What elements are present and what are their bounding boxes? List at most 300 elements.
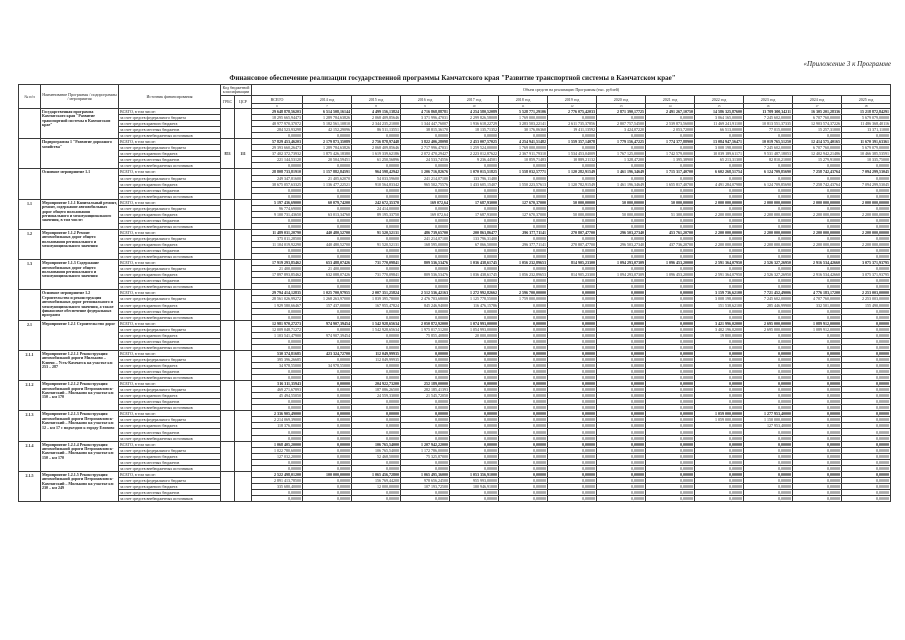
year-amount-cell: 42 152,29096 (303, 127, 352, 133)
year-amount-cell: 19 800,00000 (695, 332, 744, 338)
year-amount-cell: 1 559 357,14078 (548, 139, 597, 145)
year-amount-cell: 0,00000 (303, 417, 352, 423)
year-amount-cell: 0,00000 (303, 217, 352, 223)
year-amount-cell: 0,00000 (499, 163, 548, 169)
year-amount-cell: 0,00000 (597, 362, 646, 368)
year-amount-cell: 1 975 017,51200 (401, 326, 450, 332)
year-amount-cell: 1 619 339,62186 (352, 151, 401, 157)
year-amount-cell: 0,00000 (744, 369, 793, 375)
item-name-cell: Мероприятие 1.2.1.1 Реконструкция автомобильной дороги Мильково – Ключи – Усть-Камчатск на участке км 253 – 287 (41, 350, 119, 380)
year-amount-cell: 0,00000 (646, 423, 695, 429)
year-amount-cell: 3 371 996,47031 (401, 115, 450, 121)
funding-source-cell: за счет средств краевого бюджета (119, 151, 221, 157)
year-amount-cell: 7 245 602,00000 (744, 115, 793, 121)
year-amount-cell: 0,00000 (597, 278, 646, 284)
year-amount-cell: 0,00000 (646, 344, 695, 350)
funding-source-cell: ВСЕГО, в том числе: (119, 441, 221, 447)
year-amount-cell: 0,00000 (499, 320, 548, 326)
year-amount-cell: 1 136 477,22521 (303, 181, 352, 187)
year-amount-cell: 0,00000 (744, 338, 793, 344)
year-amount-cell: 0,00000 (597, 369, 646, 375)
year-amount-cell: 0,00000 (842, 447, 891, 453)
year-amount-cell: 0,00000 (303, 314, 352, 320)
year-amount-cell: 0,00000 (303, 453, 352, 459)
year-amount-cell: 0,00000 (548, 356, 597, 362)
year-amount-cell: 0,00000 (842, 175, 891, 181)
year-amount-cell: 252 189,00000 (401, 381, 450, 387)
year-amount-cell: 1 936 618,22729 (450, 121, 499, 127)
year-amount-cell: 0,00000 (548, 320, 597, 326)
year-amount-cell: 0,00000 (352, 278, 401, 284)
year-amount-cell: 2 223 012,87622 (450, 151, 499, 157)
year-amount-cell: 12 414 575,40165 (793, 139, 842, 145)
year-amount-cell: 0,00000 (842, 441, 891, 447)
year-amount-cell: 0,00000 (499, 175, 548, 181)
year-amount-cell: 0,00000 (842, 133, 891, 139)
year-amount-cell: 0,00000 (597, 471, 646, 477)
total-amount-cell: 18 295 665,94473 (252, 115, 303, 121)
year-amount-cell: 0,00000 (744, 399, 793, 405)
year-amount-cell: 0,00000 (842, 369, 891, 375)
year-amount-cell: 0,00000 (548, 145, 597, 151)
year-amount-cell: 0,00000 (450, 344, 499, 350)
year-amount-cell: 3 064 165,00000 (695, 115, 744, 121)
year-amount-cell: 127 953,40000 (744, 423, 793, 429)
year-amount-cell: 0,00000 (401, 399, 450, 405)
year-amount-cell: 0,00000 (597, 356, 646, 362)
year-amount-cell: 127 670,37000 (499, 211, 548, 217)
year-amount-cell: 0,00000 (597, 133, 646, 139)
year-amount-cell: 0,00000 (548, 133, 597, 139)
year-amount-cell: 0,00000 (744, 175, 793, 181)
year-amount-cell: 0,00000 (744, 350, 793, 356)
year-amount-cell: 0,00000 (842, 356, 891, 362)
year-amount-cell: 2 453 007,57025 (450, 139, 499, 145)
year-amount-cell: 0,00000 (744, 235, 793, 241)
funding-source-cell: за счет средств краевого бюджета (119, 393, 221, 399)
year-amount-cell: 0,00000 (695, 381, 744, 387)
year-amount-cell: 974 907,39454 (303, 332, 352, 338)
year-amount-cell: 0,00000 (646, 356, 695, 362)
year-amount-cell: 0,00000 (401, 459, 450, 465)
year-amount-cell: 7 094 299,53045 (842, 169, 891, 175)
year-amount-cell: 1 120 782,91549 (548, 181, 597, 187)
year-amount-cell: 0,00000 (499, 284, 548, 290)
funding-source-cell: ВСЕГО, в том числе: (119, 320, 221, 326)
year-amount-cell: 10 813 551,37335 (744, 121, 793, 127)
year-amount-cell: 112 049,99935 (352, 356, 401, 362)
year-amount-cell: 0,00000 (646, 441, 695, 447)
year-amount-cell: 0,00000 (499, 417, 548, 423)
year-amount-cell: 0,00000 (352, 429, 401, 435)
year-amount-cell: 0,00000 (548, 326, 597, 332)
year-amount-cell: 3 283 503,22141 (499, 121, 548, 127)
year-amount-cell: 0,00000 (646, 175, 695, 181)
year-amount-cell: 2 591 364,07950 (695, 272, 744, 278)
year-amount-cell: 0,00000 (450, 387, 499, 393)
year-amount-cell: 0,00000 (401, 489, 450, 495)
column-index: 12 (548, 104, 597, 109)
year-amount-cell: 0,00000 (842, 387, 891, 393)
total-amount-cell: 0,00000 (252, 435, 303, 441)
year-amount-cell: 0,00000 (842, 496, 891, 502)
year-amount-cell: 0,00000 (548, 175, 597, 181)
year-amount-cell: 0,00000 (646, 332, 695, 338)
year-amount-cell: 10 039 189,61171 (695, 151, 744, 157)
year-amount-cell: 7 094 299,53045 (842, 181, 891, 187)
item-name-cell: Мероприятие 1.1.2 Ремонт автомобильных дорог общего пользования регионального и межмуниципального значения (41, 229, 119, 259)
year-amount-cell: 15 218 872,84291 (842, 109, 891, 115)
year-amount-cell: 0,00000 (695, 471, 744, 477)
year-amount-cell: 0,00000 (646, 399, 695, 405)
year-amount-cell: 2 367 911,79310 (499, 151, 548, 157)
year-amount-cell: 0,00000 (499, 205, 548, 211)
year-amount-cell: 0,00000 (793, 254, 842, 260)
year-amount-cell: 0,00000 (793, 447, 842, 453)
year-amount-cell: 0,00000 (646, 205, 695, 211)
year-amount-cell: 24 414,00000 (352, 205, 401, 211)
year-amount-cell: 10 466 385,53591 (842, 151, 891, 157)
finance-table-wrapper (18, 84, 890, 502)
cp-code-cell (235, 381, 252, 411)
year-amount-cell: 0,00000 (499, 471, 548, 477)
year-amount-cell: 0,00000 (842, 248, 891, 254)
year-amount-cell: 0,00000 (401, 248, 450, 254)
year-amount-cell: 6 514 508,16144 (303, 109, 352, 115)
year-amount-cell: 1 774 377,88900 (646, 139, 695, 145)
year-amount-cell: 2 253 003,00000 (842, 290, 891, 296)
year-amount-cell: 106 765,54000 (352, 441, 401, 447)
year-amount-cell: 2 916 534,42660 (793, 260, 842, 266)
year-amount-cell: 2 200 000,00000 (744, 211, 793, 217)
year-amount-cell: 0,00000 (793, 187, 842, 193)
year-amount-cell: 0,00000 (352, 217, 401, 223)
table-header (19, 85, 891, 109)
year-amount-cell: 2 000 000,00000 (744, 199, 793, 205)
year-amount-cell: 1 125 778,55000 (450, 296, 499, 302)
year-amount-cell: 0,00000 (401, 362, 450, 368)
year-amount-cell: 0,00000 (450, 350, 499, 356)
year-amount-cell: 0,00000 (646, 477, 695, 483)
year-amount-cell: 0,00000 (646, 362, 695, 368)
year-amount-cell: 0,00000 (646, 223, 695, 229)
header-name: Наименование Программы / подпрограммы / мероприятия (41, 85, 119, 109)
year-amount-cell: 0,00000 (793, 399, 842, 405)
year-amount-cell: 0,00000 (744, 375, 793, 381)
year-amount-cell: 0,00000 (646, 381, 695, 387)
year-amount-cell: 0,00000 (842, 429, 891, 435)
year-amount-cell: 1 779 156,47225 (597, 139, 646, 145)
header-year: 2018 год (499, 96, 548, 104)
year-amount-cell: 1 769 000,00000 (499, 115, 548, 121)
year-amount-cell: 0,00000 (695, 254, 744, 260)
year-amount-cell: 0,00000 (352, 496, 401, 502)
year-amount-cell: 0,00000 (548, 266, 597, 272)
funding-source-cell: за счет средств федерального бюджета (119, 447, 221, 453)
year-amount-cell: 0,00000 (548, 338, 597, 344)
year-amount-cell: 38 815,36170 (401, 127, 450, 133)
year-amount-cell: 0,00000 (646, 489, 695, 495)
year-amount-cell: 0,00000 (793, 459, 842, 465)
total-amount-cell: 0,00000 (252, 465, 303, 471)
year-amount-cell: 0,00000 (793, 314, 842, 320)
year-amount-cell: 0,00000 (548, 417, 597, 423)
year-amount-cell: 0,00000 (842, 235, 891, 241)
item-name-cell: Подпрограмма 1 "Развитие дорожного хозяйства" (41, 139, 119, 169)
funding-source-cell: за счет средств краевого бюджета (119, 332, 221, 338)
total-amount-cell: 0,00000 (252, 399, 303, 405)
total-amount-cell: 96 774,69000 (252, 205, 303, 211)
year-amount-cell: 0,00000 (842, 266, 891, 272)
year-amount-cell: 0,00000 (646, 387, 695, 393)
year-amount-cell: 0,00000 (450, 453, 499, 459)
year-amount-cell: 1 065 495,36000 (401, 471, 450, 477)
year-amount-cell: 4 716 868,88781 (401, 109, 450, 115)
year-amount-cell: 0,00000 (450, 338, 499, 344)
year-amount-cell: 0,00000 (744, 217, 793, 223)
cp-code-cell (235, 320, 252, 350)
year-amount-cell: 0,00000 (401, 193, 450, 199)
year-amount-cell: 0,00000 (303, 441, 352, 447)
year-amount-cell: 0,00000 (303, 344, 352, 350)
year-amount-cell: 0,00000 (842, 417, 891, 423)
year-amount-cell: 11 486 368,40116 (842, 121, 891, 127)
column-index: 11 (499, 104, 548, 109)
year-amount-cell: 16 305 201,28336 (793, 109, 842, 115)
year-amount-cell: 0,00000 (450, 284, 499, 290)
year-amount-cell: 0,00000 (744, 278, 793, 284)
year-amount-cell: 0,00000 (793, 332, 842, 338)
year-amount-cell: 0,00000 (352, 223, 401, 229)
year-amount-cell: 3 008 198,00000 (695, 296, 744, 302)
year-amount-cell: 0,00000 (695, 393, 744, 399)
year-amount-cell: 0,00000 (548, 375, 597, 381)
year-amount-cell: 1 089 912,00000 (793, 326, 842, 332)
year-amount-cell: 0,00000 (597, 187, 646, 193)
year-amount-cell: 0,00000 (401, 356, 450, 362)
year-amount-cell: 0,00000 (401, 205, 450, 211)
year-amount-cell: 0,00000 (842, 465, 891, 471)
funding-source-cell: за счет средств краевого бюджета (119, 453, 221, 459)
header-volume: Объем средств на реализацию Программы (тыс. рублей) (252, 85, 891, 96)
column-index: 14 (646, 104, 695, 109)
year-amount-cell: 0,00000 (303, 133, 352, 139)
year-amount-cell: 0,00000 (842, 187, 891, 193)
year-amount-cell: 6 707 760,00000 (793, 115, 842, 121)
year-amount-cell: 2 000 000,00000 (793, 199, 842, 205)
year-amount-cell: 2 871 390,17725 (597, 109, 646, 115)
year-amount-cell: 453 761,20700 (646, 229, 695, 235)
header-year: 2016 год (401, 96, 450, 104)
funding-source-cell: за счет средств местных бюджетов (119, 248, 221, 254)
year-amount-cell: 3 075 371,93795 (842, 260, 891, 266)
year-amount-cell: 0,00000 (695, 496, 744, 502)
year-amount-cell: 0,00000 (352, 375, 401, 381)
row-number-cell: 2.1.3 (19, 411, 41, 441)
year-amount-cell: 0,00000 (793, 266, 842, 272)
row-number-cell: 2.1.5 (19, 471, 41, 501)
total-amount-cell: 0,00000 (252, 278, 303, 284)
year-amount-cell: 0,00000 (842, 314, 891, 320)
year-amount-cell: 0,00000 (646, 290, 695, 296)
year-amount-cell: 1 272 992,82662 (450, 290, 499, 296)
year-amount-cell: 0,00000 (450, 465, 499, 471)
year-amount-cell: 0,00000 (352, 489, 401, 495)
year-amount-cell: 0,00000 (695, 489, 744, 495)
year-amount-cell: 0,00000 (695, 314, 744, 320)
year-amount-cell: 0,00000 (450, 308, 499, 314)
year-amount-cell: 0,00000 (303, 435, 352, 441)
year-amount-cell: 2 807 757,54500 (597, 121, 646, 127)
year-amount-cell: 0,00000 (597, 411, 646, 417)
cp-code-cell (235, 199, 252, 229)
year-amount-cell: 0,00000 (597, 145, 646, 151)
year-amount-cell: 0,00000 (548, 453, 597, 459)
year-amount-cell: 7 258 742,43764 (793, 169, 842, 175)
year-amount-cell: 1 065 456,72800 (352, 471, 401, 477)
year-amount-cell: 0,00000 (744, 332, 793, 338)
year-amount-cell: 66 513,00000 (695, 127, 744, 133)
year-amount-cell: 1 206 716,82676 (401, 169, 450, 175)
year-amount-cell: 204 922,73200 (352, 381, 401, 387)
year-amount-cell: 0,00000 (597, 266, 646, 272)
year-amount-cell: 0,00000 (499, 314, 548, 320)
year-amount-cell: 0,00000 (548, 429, 597, 435)
year-amount-cell: 2 916 534,42660 (793, 272, 842, 278)
year-amount-cell: 0,00000 (646, 266, 695, 272)
year-amount-cell: 0,00000 (793, 435, 842, 441)
year-amount-cell: 0,00000 (646, 411, 695, 417)
year-amount-cell: 18 135,71352 (450, 127, 499, 133)
year-amount-cell: 0,00000 (450, 381, 499, 387)
year-amount-cell: 112 049,99935 (352, 350, 401, 356)
total-amount-cell: 1 929 580,66467 (252, 302, 303, 308)
funding-source-cell: за счет средств федерального бюджета (119, 175, 221, 181)
year-amount-cell: 169 072,64 (401, 199, 450, 205)
funding-source-cell: за счет средств местных бюджетов (119, 308, 221, 314)
year-amount-cell: 0,00000 (793, 483, 842, 489)
year-amount-cell: 1 558 032,57771 (499, 169, 548, 175)
year-amount-cell: 0,00000 (744, 496, 793, 502)
year-amount-cell: 0,00000 (548, 381, 597, 387)
cp-code-cell (235, 350, 252, 380)
year-amount-cell: 1 542 928,65634 (352, 320, 401, 326)
year-amount-cell: 0,00000 (499, 133, 548, 139)
year-amount-cell: 0,00000 (646, 459, 695, 465)
year-amount-cell: 0,00000 (548, 332, 597, 338)
year-amount-cell: 2 695 000,00000 (744, 326, 793, 332)
year-amount-cell: 0,00000 (303, 393, 352, 399)
year-amount-cell: 0,00000 (352, 193, 401, 199)
year-amount-cell: 133 796,11480 (450, 175, 499, 181)
year-amount-cell: 2 717 996,47031 (401, 145, 450, 151)
year-amount-cell: 7 245 602,00000 (744, 296, 793, 302)
year-amount-cell: 0,00000 (793, 308, 842, 314)
year-amount-cell: 0,00000 (401, 284, 450, 290)
year-amount-cell: 1 094 293,07309 (597, 272, 646, 278)
year-amount-cell: 0,00000 (499, 393, 548, 399)
total-amount-cell: 118 376,00000 (252, 423, 303, 429)
year-amount-cell: 0,00000 (548, 284, 597, 290)
year-amount-cell: 0,00000 (401, 266, 450, 272)
year-amount-cell: 0,00000 (450, 447, 499, 453)
year-amount-cell: 2 591 364,07950 (695, 260, 744, 266)
year-amount-cell: 0,00000 (401, 405, 450, 411)
year-amount-cell: 0,00000 (695, 423, 744, 429)
item-name-cell: Основное мероприятие 1.2 Строительство и реконструкция автомобильных дорог регионального и межмуниципального значения, а также финансовое обеспечение федеральных программ (41, 290, 119, 320)
total-amount-cell: 0,00000 (252, 163, 303, 169)
year-amount-cell: 0,00000 (842, 338, 891, 344)
funding-source-cell: за счет средств местных бюджетов (119, 489, 221, 495)
year-amount-cell: 0,00000 (842, 405, 891, 411)
year-amount-cell: 0,00000 (597, 326, 646, 332)
total-amount-cell: 0,00000 (252, 369, 303, 375)
year-amount-cell: 0,00000 (744, 133, 793, 139)
year-amount-cell: 0,00000 (695, 362, 744, 368)
year-amount-cell: 0,00000 (401, 369, 450, 375)
total-amount-cell: 28 561 026,99272 (252, 296, 303, 302)
year-amount-cell: 0,00000 (793, 471, 842, 477)
year-amount-cell: 9 236,44501 (450, 157, 499, 163)
year-amount-cell: 0,00000 (744, 489, 793, 495)
year-amount-cell: 75 325,87000 (401, 453, 450, 459)
year-amount-cell: 0,00000 (793, 217, 842, 223)
year-amount-cell: 0,00000 (646, 369, 695, 375)
funding-source-cell: за счет средств местных бюджетов (119, 429, 221, 435)
year-amount-cell: 13 371,11000 (842, 127, 891, 133)
year-amount-cell: 1 070 015,51825 (450, 169, 499, 175)
total-amount-cell: 221 144,53120 (252, 157, 303, 163)
total-amount-cell: 395 396,26685 (252, 356, 303, 362)
year-amount-cell: 0,00000 (793, 496, 842, 502)
year-amount-cell: 0,00000 (352, 338, 401, 344)
year-amount-cell: 0,00000 (646, 133, 695, 139)
total-amount-cell: 34 978,55000 (252, 362, 303, 368)
year-amount-cell: 978 656,24500 (401, 477, 450, 483)
year-amount-cell: 1 074 993,00000 (450, 320, 499, 326)
year-amount-cell: 2 179 873,35089 (303, 139, 352, 145)
row-number-cell (19, 109, 41, 139)
year-amount-cell: 0,00000 (646, 375, 695, 381)
year-amount-cell: 11 670 391,63361 (842, 139, 891, 145)
year-amount-cell: 0,00000 (744, 465, 793, 471)
year-amount-cell: 0,00000 (401, 163, 450, 169)
year-amount-cell: 0,00000 (401, 314, 450, 320)
year-amount-cell: 0,00000 (450, 163, 499, 169)
year-amount-cell: 0,00000 (793, 441, 842, 447)
year-amount-cell: 0,00000 (597, 163, 646, 169)
funding-source-cell: за счет средств федерального бюджета (119, 477, 221, 483)
year-amount-cell: 0,00000 (499, 344, 548, 350)
year-amount-cell: 0,00000 (499, 248, 548, 254)
year-amount-cell: 86 511,13551 (352, 127, 401, 133)
year-amount-cell: 0,00000 (499, 254, 548, 260)
year-amount-cell: 0,00000 (793, 248, 842, 254)
total-amount-cell: 0,00000 (252, 338, 303, 344)
item-name-cell: Государственная программа Камчатского края "Развитие транспортной системы в Камчатском крае" (41, 109, 119, 139)
year-amount-cell: 0,00000 (352, 235, 401, 241)
year-amount-cell: 0,00000 (352, 266, 401, 272)
year-amount-cell: 0,00000 (499, 332, 548, 338)
year-amount-cell: 52 468,50000 (352, 453, 401, 459)
year-amount-cell: 89 195,33750 (352, 211, 401, 217)
year-amount-cell: 168 595,00000 (401, 242, 450, 248)
year-amount-cell: 15 257,31000 (793, 127, 842, 133)
year-amount-cell: 5 679 079,00000 (842, 115, 891, 121)
year-amount-cell: 1 054 993,00000 (450, 326, 499, 332)
funding-source-cell: ВСЕГО, в том числе: (119, 411, 221, 417)
year-amount-cell: 0,00000 (695, 375, 744, 381)
